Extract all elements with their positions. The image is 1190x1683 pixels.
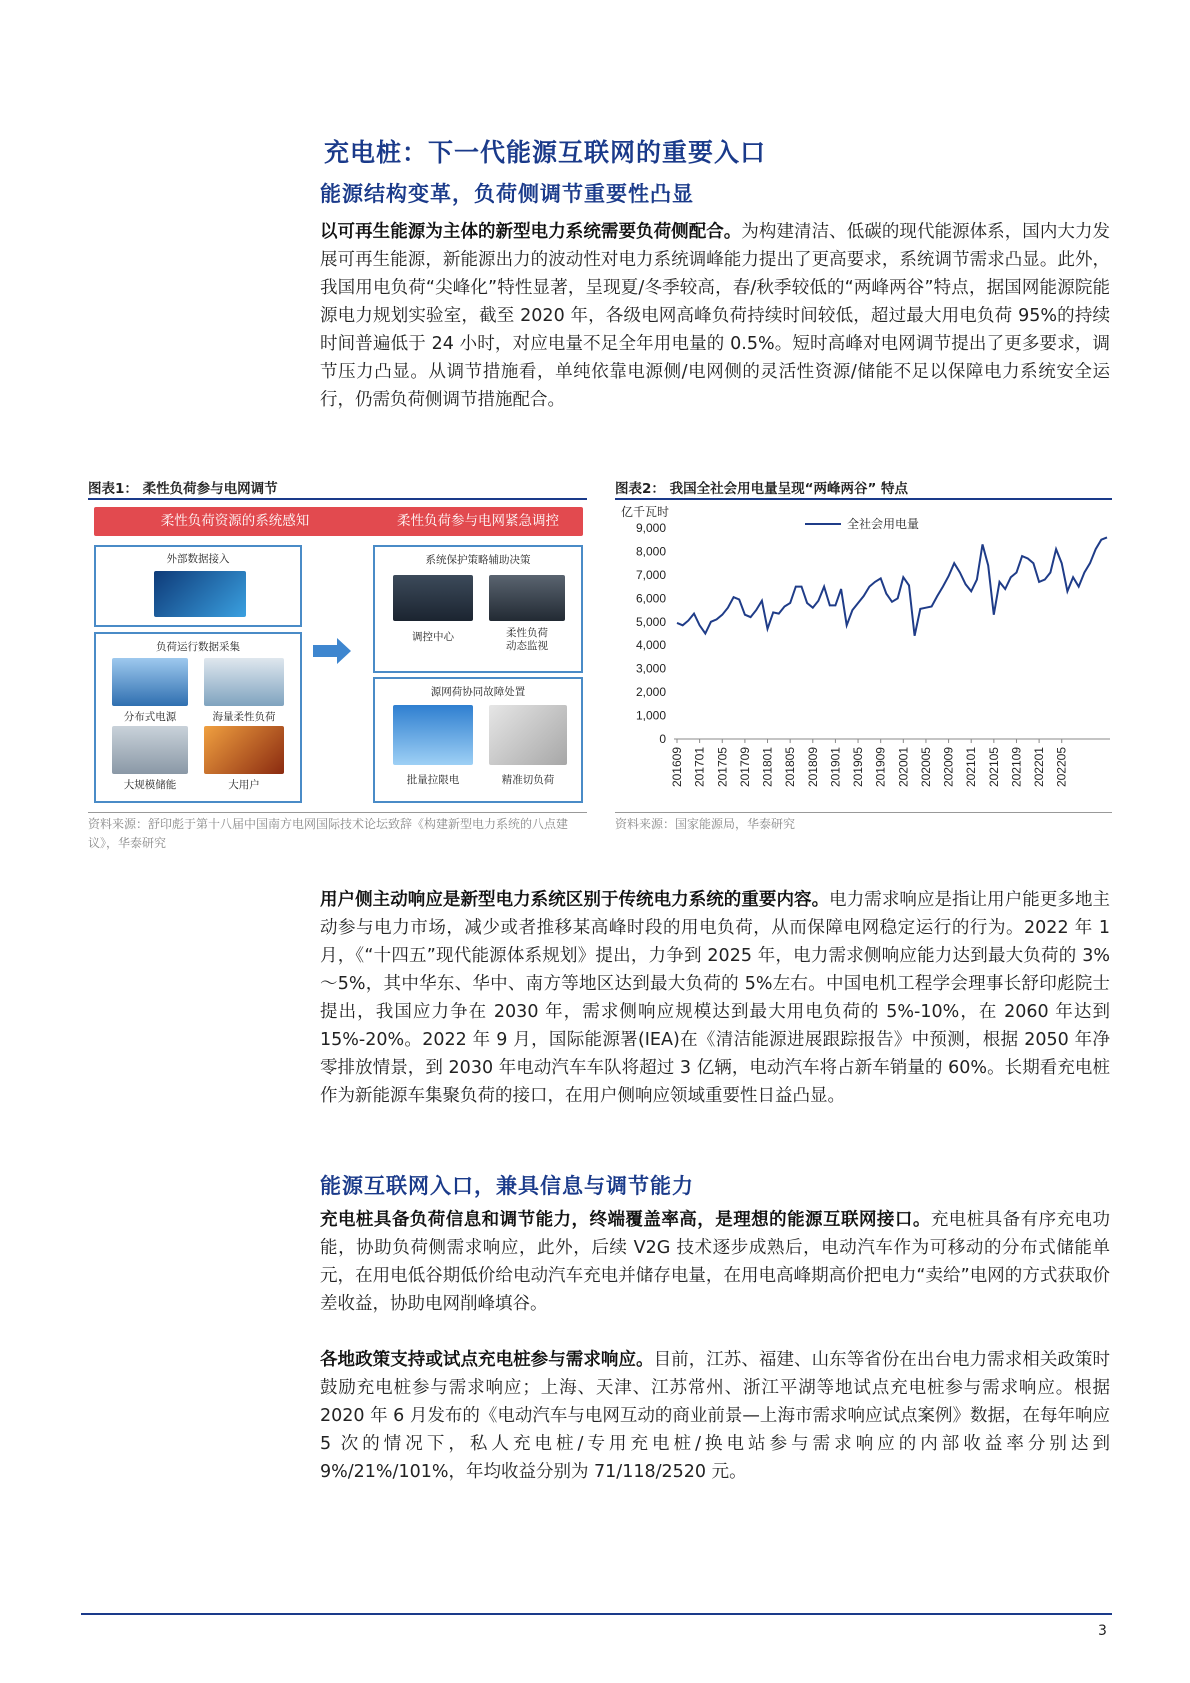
label-dynamic-monitor: 柔性负荷 动态监视 xyxy=(506,627,548,652)
monitor-image xyxy=(489,575,565,621)
x-tick-label: 201901 xyxy=(828,747,843,788)
storage-image xyxy=(112,726,188,774)
y-tick-label: 3,000 xyxy=(635,661,666,676)
ev-charging-image xyxy=(204,658,284,706)
footer-rule xyxy=(81,1613,1112,1615)
figure-1-source: 资料来源：舒印彪于第十八届中国南方电网国际技术论坛致辞《构建新型电力系统的八点建议》，华泰研究 xyxy=(88,817,569,850)
y-tick-label: 9,000 xyxy=(635,521,666,535)
load-collect-box xyxy=(94,632,302,803)
label-big-user: 大用户 xyxy=(228,779,260,791)
y-tick-label: 5,000 xyxy=(635,614,666,629)
x-tick-label: 202109 xyxy=(1009,747,1024,788)
y-tick-label: 6,000 xyxy=(635,591,666,606)
page-number: 3 xyxy=(1098,1623,1107,1639)
x-tick-label: 201809 xyxy=(805,747,820,788)
x-tick-label: 202005 xyxy=(918,747,933,788)
x-tick-label: 201609 xyxy=(670,747,684,788)
label-distributed-power: 分布式电源 xyxy=(123,711,177,723)
x-tick-label: 202101 xyxy=(964,747,979,788)
switchgear-image xyxy=(489,705,567,765)
x-tick-label: 202201 xyxy=(1032,747,1047,788)
x-tick-label: 202009 xyxy=(941,747,956,788)
paragraph-4 xyxy=(320,1346,1110,1486)
paragraph-2-lead: 用户侧主动响应是新型电力系统区别于传统电力系统的重要内容。 xyxy=(320,890,830,910)
figure-1-rule xyxy=(88,498,587,500)
paragraph-4-lead: 各地政策支持或试点充电桩参与需求响应。 xyxy=(320,1350,654,1370)
figure-1-bottom-rule xyxy=(88,812,587,813)
external-data-label: 外部数据接入 xyxy=(166,553,230,565)
y-tick-label: 4,000 xyxy=(635,638,666,653)
x-tick-label: 201701 xyxy=(692,747,707,788)
label-batch-cut: 批量拉限电 xyxy=(406,774,460,786)
protect-strategy-box xyxy=(373,545,583,673)
tech-hand-image xyxy=(154,571,246,617)
y-tick-label: 8,000 xyxy=(635,544,666,559)
distributed-power-image xyxy=(112,658,188,706)
y-tick-label: 1,000 xyxy=(635,708,666,723)
series-line-total-consumption xyxy=(677,537,1107,635)
x-tick-label: 201801 xyxy=(760,747,775,788)
figure-2-title: 图表2： 我国全社会用电量呈现“两峰两谷” 特点 xyxy=(615,481,909,497)
y-tick-label: 0 xyxy=(659,732,666,746)
x-tick-label: 201709 xyxy=(737,747,752,788)
x-tick-label: 202105 xyxy=(986,747,1001,788)
x-tick-label: 202205 xyxy=(1054,747,1069,788)
paragraph-2-body: 电力需求响应是指让用户能更多地主动参与电力市场，减少或者推移某高峰时段的用电负荷，从而保障电网稳定运行的行为。2022 年 1 月，《“十四五”现代能源体系规划》提出，力争到 2025 年，电力需求侧响应能力达到最大负荷的 3%～5%，其中华东、华中、南方等地区达到最大负荷的 5%左右。中国电机工程学会理事长舒印彪院士提出，我国应力争在 2030 年，需求侧响应规模达到最大用电负荷的 5%-10%，在 2060 年达到 15%-20%。2022 年 9 月，国际能源署(IEA)在《清洁能源进展跟踪报告》中预测，根据 2050 年净零排放情景，到 2030 年电动汽车车队将超过 3 亿辆，电动汽车将占新车销量的 60%。长期看充电桩作为新能源车集聚负荷的接口，在用户侧响应领域重要性日益凸显。 xyxy=(320,890,1111,1106)
load-collect-label: 负荷运行数据采集 xyxy=(156,641,240,653)
electricity-line-chart xyxy=(615,500,1112,810)
paragraph-3-body: 充电桩具备有序充电功能，协助负荷侧需求响应，此外，后续 V2G 技术逐步成熟后，电动汽车作为可移动的分布式储能单元，在用电低谷期低价给电动汽车充电并储存电量，在用电高峰期高价把电力“卖给”电网的方式获取价差收益，协助电网削峰填谷。 xyxy=(320,1210,1110,1314)
control-center-image xyxy=(393,575,473,621)
section-heading-energy-structure: 能源结构变革，负荷侧调节重要性凸显 xyxy=(320,182,694,206)
arrow-right-icon xyxy=(313,638,353,664)
legend-label: 全社会用电量 xyxy=(847,517,920,531)
protect-strategy-label: 系统保护策略辅助决策 xyxy=(425,554,531,566)
external-data-box xyxy=(94,545,302,627)
industrial-image xyxy=(204,726,284,774)
label-control-center: 调控中心 xyxy=(412,631,454,643)
x-tick-label: 201905 xyxy=(851,747,866,788)
fault-handling-label: 源网荷协同故障处置 xyxy=(430,686,526,698)
figure-1-title: 图表1： 柔性负荷参与电网调节 xyxy=(88,481,278,497)
right-header: 柔性负荷参与电网紧急调控 xyxy=(373,507,583,536)
x-tick-label: 201805 xyxy=(783,747,798,788)
paragraph-2 xyxy=(320,886,1110,1110)
page-title: 充电桩：下一代能源互联网的重要入口 xyxy=(324,138,767,167)
section-heading-energy-internet: 能源互联网入口，兼具信息与调节能力 xyxy=(320,1174,694,1198)
paragraph-1-lead: 以可再生能源为主体的新型电力系统需要负荷侧配合。 xyxy=(320,222,742,242)
y-axis-label: 亿千瓦时 xyxy=(621,505,670,519)
y-tick-label: 7,000 xyxy=(635,567,666,582)
label-flexible-load: 海量柔性负荷 xyxy=(212,711,276,723)
paragraph-3-lead: 充电桩具备负荷信息和调节能力，终端覆盖率高，是理想的能源互联网接口。 xyxy=(320,1210,931,1230)
x-tick-label: 201705 xyxy=(715,747,730,788)
paragraph-3 xyxy=(320,1206,1110,1318)
label-storage: 大规模储能 xyxy=(123,779,177,791)
y-tick-label: 2,000 xyxy=(635,685,666,700)
paragraph-1-body: 为构建清洁、低碳的现代能源体系，国内大力发展可再生能源，新能源出力的波动性对电力系统调峰能力提出了更高要求，系统调节需求凸显。此外，我国用电负荷“尖峰化”特性显著，呈现夏/冬季较高，春/秋季较低的“两峰两谷”特点，据国网能源院能源电力规划实验室，截至 2020 年，各级电网高峰负荷持续时间较低，超过最大用电负荷 95%的持续时间普遍低于 24 小时，对应电量不足全年用电量的 0.5%。短时高峰对电网调节提出了更多要求，调节压力凸显。从调节措施看，单纯依靠电源侧/电网侧的灵活性资源/储能不足以保障电力系统安全运行，仍需负荷侧调节措施配合。 xyxy=(320,222,1111,410)
left-header: 柔性负荷资源的系统感知 xyxy=(94,507,376,536)
paragraph-1 xyxy=(320,218,1110,414)
power-tower-image xyxy=(393,705,473,765)
x-tick-label: 201909 xyxy=(873,747,888,788)
figure-1-diagram xyxy=(88,505,587,810)
label-precise-cut: 精准切负荷 xyxy=(501,774,555,786)
x-tick-label: 202001 xyxy=(896,747,911,788)
figure-2-source: 资料来源：国家能源局，华泰研究 xyxy=(615,817,796,831)
fault-handling-box xyxy=(373,677,583,803)
paragraph-4-body: 目前，江苏、福建、山东等省份在出台电力需求相关政策时鼓励充电桩参与需求响应；上海、天津、江苏常州、浙江平湖等地试点充电桩参与需求响应。根据 2020 年 6 月发布的《电动汽车与电网互动的商业前景—上海市需求响应试点案例》数据，在每年响应 5 次的情况下，私人充电桩/专用充电桩/换电站参与需求响应的内部收益率分别达到 9%/21%/101%，年均收益分别为 71/118/2520 元。 xyxy=(320,1350,1110,1482)
figure-2-bottom-rule xyxy=(615,812,1112,813)
